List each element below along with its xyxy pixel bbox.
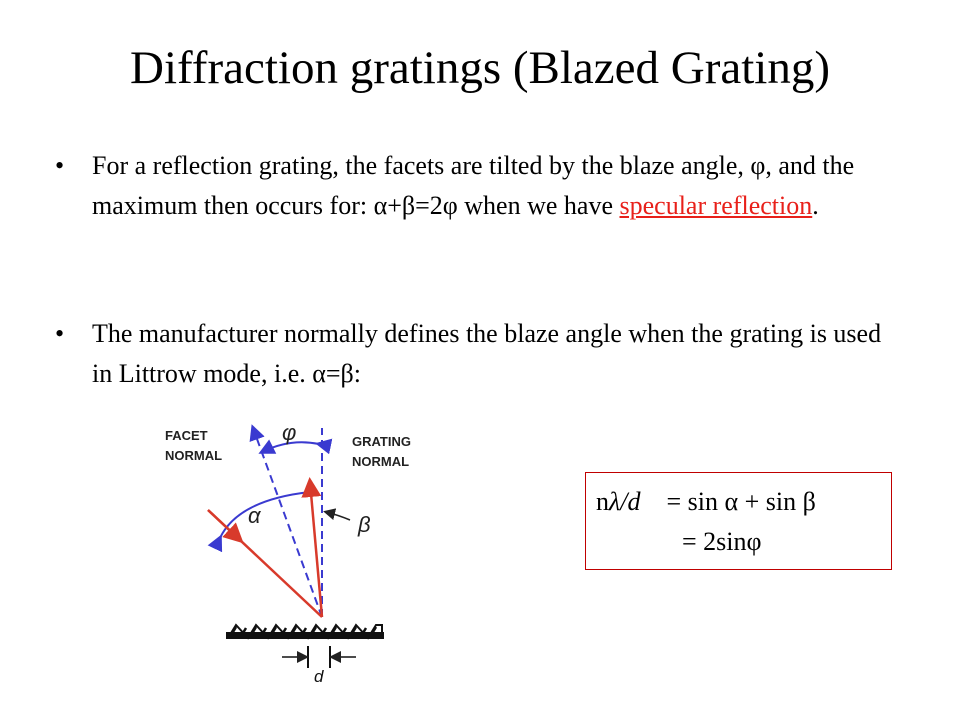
- facet-normal-label-line1: FACET: [165, 428, 208, 443]
- facet-normal-line: [253, 428, 322, 617]
- bullet-1-text-before: For a reflection grating, the facets are tilted by the blaze angle, φ, and the maximum then occurs for: α+β=2φ when we have: [92, 151, 855, 220]
- bullet-1: [55, 146, 905, 226]
- equation-n: n: [596, 487, 609, 516]
- grating-normal-label-line1: GRATING: [352, 434, 411, 449]
- equation-lambda-over-d: λ/d: [609, 487, 641, 516]
- diffracted-ray: [310, 482, 322, 617]
- bullet-2: [55, 314, 905, 394]
- bullet-1-text: [92, 146, 905, 226]
- facet-normal-label-line2: NORMAL: [165, 448, 223, 463]
- bullet-1-text-after: .: [812, 191, 819, 220]
- beta-arrow: [326, 512, 350, 520]
- grating-equation-line2: = 2sinφ: [682, 527, 762, 556]
- bullet-marker: •: [55, 151, 65, 180]
- grating-surface: [226, 625, 384, 639]
- d-dimension: [282, 646, 356, 685]
- facet-normal-label: [165, 428, 222, 463]
- bullet-2-text: The manufacturer normally defines the blaze angle when the grating is used in Littrow mode, i.e. α=β:: [92, 319, 882, 388]
- phi-label: φ: [282, 420, 297, 445]
- bullet-marker: •: [55, 319, 65, 348]
- beta-label: β: [358, 512, 371, 537]
- slide-title: Diffraction gratings (Blazed Grating): [130, 42, 830, 94]
- d-label: d: [314, 667, 324, 685]
- incident-ray-arrow: [208, 510, 240, 540]
- blazed-grating-diagram: [160, 420, 425, 685]
- alpha-label: α: [248, 503, 261, 528]
- specular-reflection-link[interactable]: specular reflection: [619, 191, 813, 220]
- grating-normal-label-line2: NORMAL: [352, 454, 410, 469]
- alpha-arc: [220, 492, 310, 538]
- grating-equation-box: [585, 472, 892, 570]
- equation-rhs: = sin α + sin β: [666, 487, 816, 516]
- grating-equation-line1: [596, 483, 816, 521]
- grating-normal-label: [352, 434, 411, 469]
